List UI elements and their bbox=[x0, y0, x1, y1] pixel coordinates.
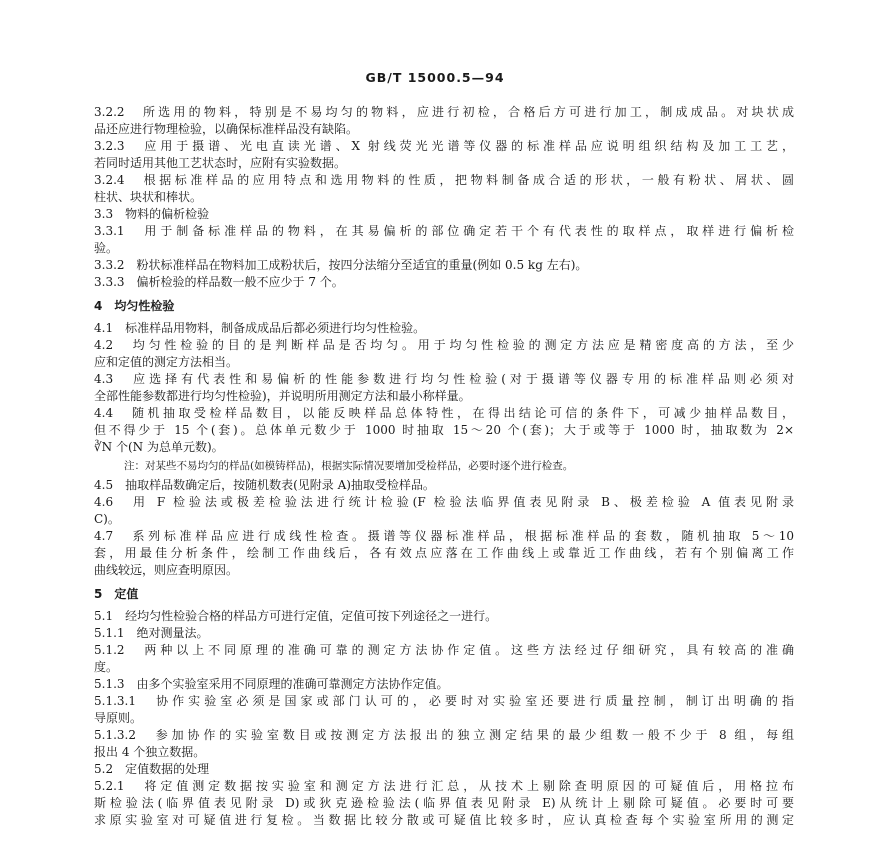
text-line: 3.2.2 所选用的物料，特别是不易均匀的物料，应进行初检，合格后方可进行加工，制成成品。对块状成 bbox=[94, 105, 794, 119]
text-line: 品还应进行物理检验，以确保标准样品没有缺陷。 bbox=[94, 122, 359, 136]
text-line: 斯检验法(临界值表见附录 D)或狄克逊检验法(临界值表见附录 E)从统计上剔除可疑值。必要时可要 bbox=[94, 796, 794, 810]
text-line: 柱状、块状和棒状。 bbox=[94, 190, 203, 204]
text-line: 5.1.3 由多个实验室采用不同原理的准确可靠测定方法协作定值。 bbox=[94, 677, 449, 691]
text-line: 3.2.4 根据标准样品的应用特点和选用物料的性质，把物料制备成合适的形状，一般有粉状、屑状、圆 bbox=[94, 173, 794, 187]
text-line: 4.4 随机抽取受检样品数目，以能反映样品总体特性，在得出结论可信的条件下，可减少抽样品数目， bbox=[94, 406, 794, 420]
text-line: 5.1.3.2 参加协作的实验室数目或按测定方法报出的独立测定结果的最少组数一般不少于 8 组，每组 bbox=[94, 728, 794, 742]
text-line: 4.6 用 F 检验法或极差检验法进行统计检验(F 检验法临界值表见附录 B、极差检验 A 值表见附录 bbox=[94, 495, 794, 509]
standard-code-header: GB/T 15000.5—94 bbox=[365, 70, 505, 85]
section-heading: 5 定值 bbox=[94, 587, 139, 601]
text-line: 5.1.1 绝对测量法。 bbox=[94, 626, 209, 640]
text-line: 3.2.3 应用于摄谱、光电直读光谱、X 射线荧光光谱等仪器的标准样品应说明组织结构及加工工艺， bbox=[94, 139, 794, 153]
text-line: 5.1.2 两种以上不同原理的准确可靠的测定方法协作定值。这些方法经过仔细研究，具有较高的准确 bbox=[94, 643, 794, 657]
text-line: 4.2 均匀性检验的目的是判断样品是否均匀。用于均匀性检验的测定方法应是精密度高的方法，至少 bbox=[94, 338, 794, 352]
text-line: 但不得少于 15 个(套)。总体单元数少于 1000 时抽取 15～20 个(套)；大于或等于 1000 时，抽取数为 2× bbox=[94, 423, 794, 437]
text-line: ∛N 个(N 为总单元数)。 bbox=[94, 440, 224, 454]
text-line: 4.7 系列标准样品应进行成线性检查。摄谱等仪器标准样品，根据标准样品的套数，随机抽取 5～10 bbox=[94, 529, 794, 543]
text-line: 套，用最佳分析条件，绘制工作曲线后，各有效点应落在工作曲线上或靠近工作曲线，若有个别偏离工作 bbox=[94, 546, 794, 560]
text-line: 曲线较远，则应查明原因。 bbox=[94, 563, 239, 577]
text-line: 3.3.2 粉状标准样品在物料加工成粉状后，按四分法缩分至适宜的重量(例如 0.5 kg 左右)。 bbox=[94, 258, 588, 272]
text-line: 验。 bbox=[94, 241, 119, 255]
text-line: 度。 bbox=[94, 660, 119, 674]
text-line: 5.2 定值数据的处理 bbox=[94, 762, 210, 776]
text-line: 导原则。 bbox=[94, 711, 143, 725]
text-line: 应和定值的测定方法相当。 bbox=[94, 355, 239, 369]
text-line: 5.1.3.1 协作实验室必须是国家或部门认可的，必要时对实验室还要进行质量控制，制订出明确的指 bbox=[94, 694, 794, 708]
section-heading: 4 均匀性检验 bbox=[94, 299, 175, 313]
text-line: 3.3 物料的偏析检验 bbox=[94, 207, 210, 221]
text-line: 求原实验室对可疑值进行复检。当数据比较分散或可疑值比较多时，应认真检查每个实验室所用的测定 bbox=[94, 813, 794, 827]
text-line: 5.1 经均匀性检验合格的样品方可进行定值，定值可按下列途径之一进行。 bbox=[94, 609, 498, 623]
text-line: 4.3 应选择有代表性和易偏析的性能参数进行均匀性检验(对于摄谱等仪器专用的标准样品则必须对 bbox=[94, 372, 794, 386]
text-line: 5.2.1 将定值测定数据按实验室和测定方法进行汇总，从技术上剔除查明原因的可疑值后，用格拉布 bbox=[94, 779, 794, 793]
note-line: 注：对某些不易均匀的样品(如模铸样品)，根据实际情况要增加受检样品，必要时逐个进行检查。 bbox=[124, 460, 574, 472]
text-line: 若同时适用其他工艺状态时，应附有实验数据。 bbox=[94, 156, 347, 170]
text-line: C)。 bbox=[94, 512, 120, 526]
text-line: 3.3.3 偏析检验的样品数一般不应少于 7 个。 bbox=[94, 275, 344, 289]
text-line: 4.1 标准样品用物料，制备成成品后都必须进行均匀性检验。 bbox=[94, 321, 426, 335]
text-line: 全部性能参数都进行均匀性检验)，并说明所用测定方法和最小称样量。 bbox=[94, 389, 471, 403]
text-line: 3.3.1 用于制备标准样品的物料，在其易偏析的部位确定若干个有代表性的取样点，取样进行偏析检 bbox=[94, 224, 794, 238]
text-line: 4.5 抽取样品数确定后，按随机数表(见附录 A)抽取受检样品。 bbox=[94, 478, 435, 492]
text-line: 报出 4 个独立数据。 bbox=[94, 745, 206, 759]
